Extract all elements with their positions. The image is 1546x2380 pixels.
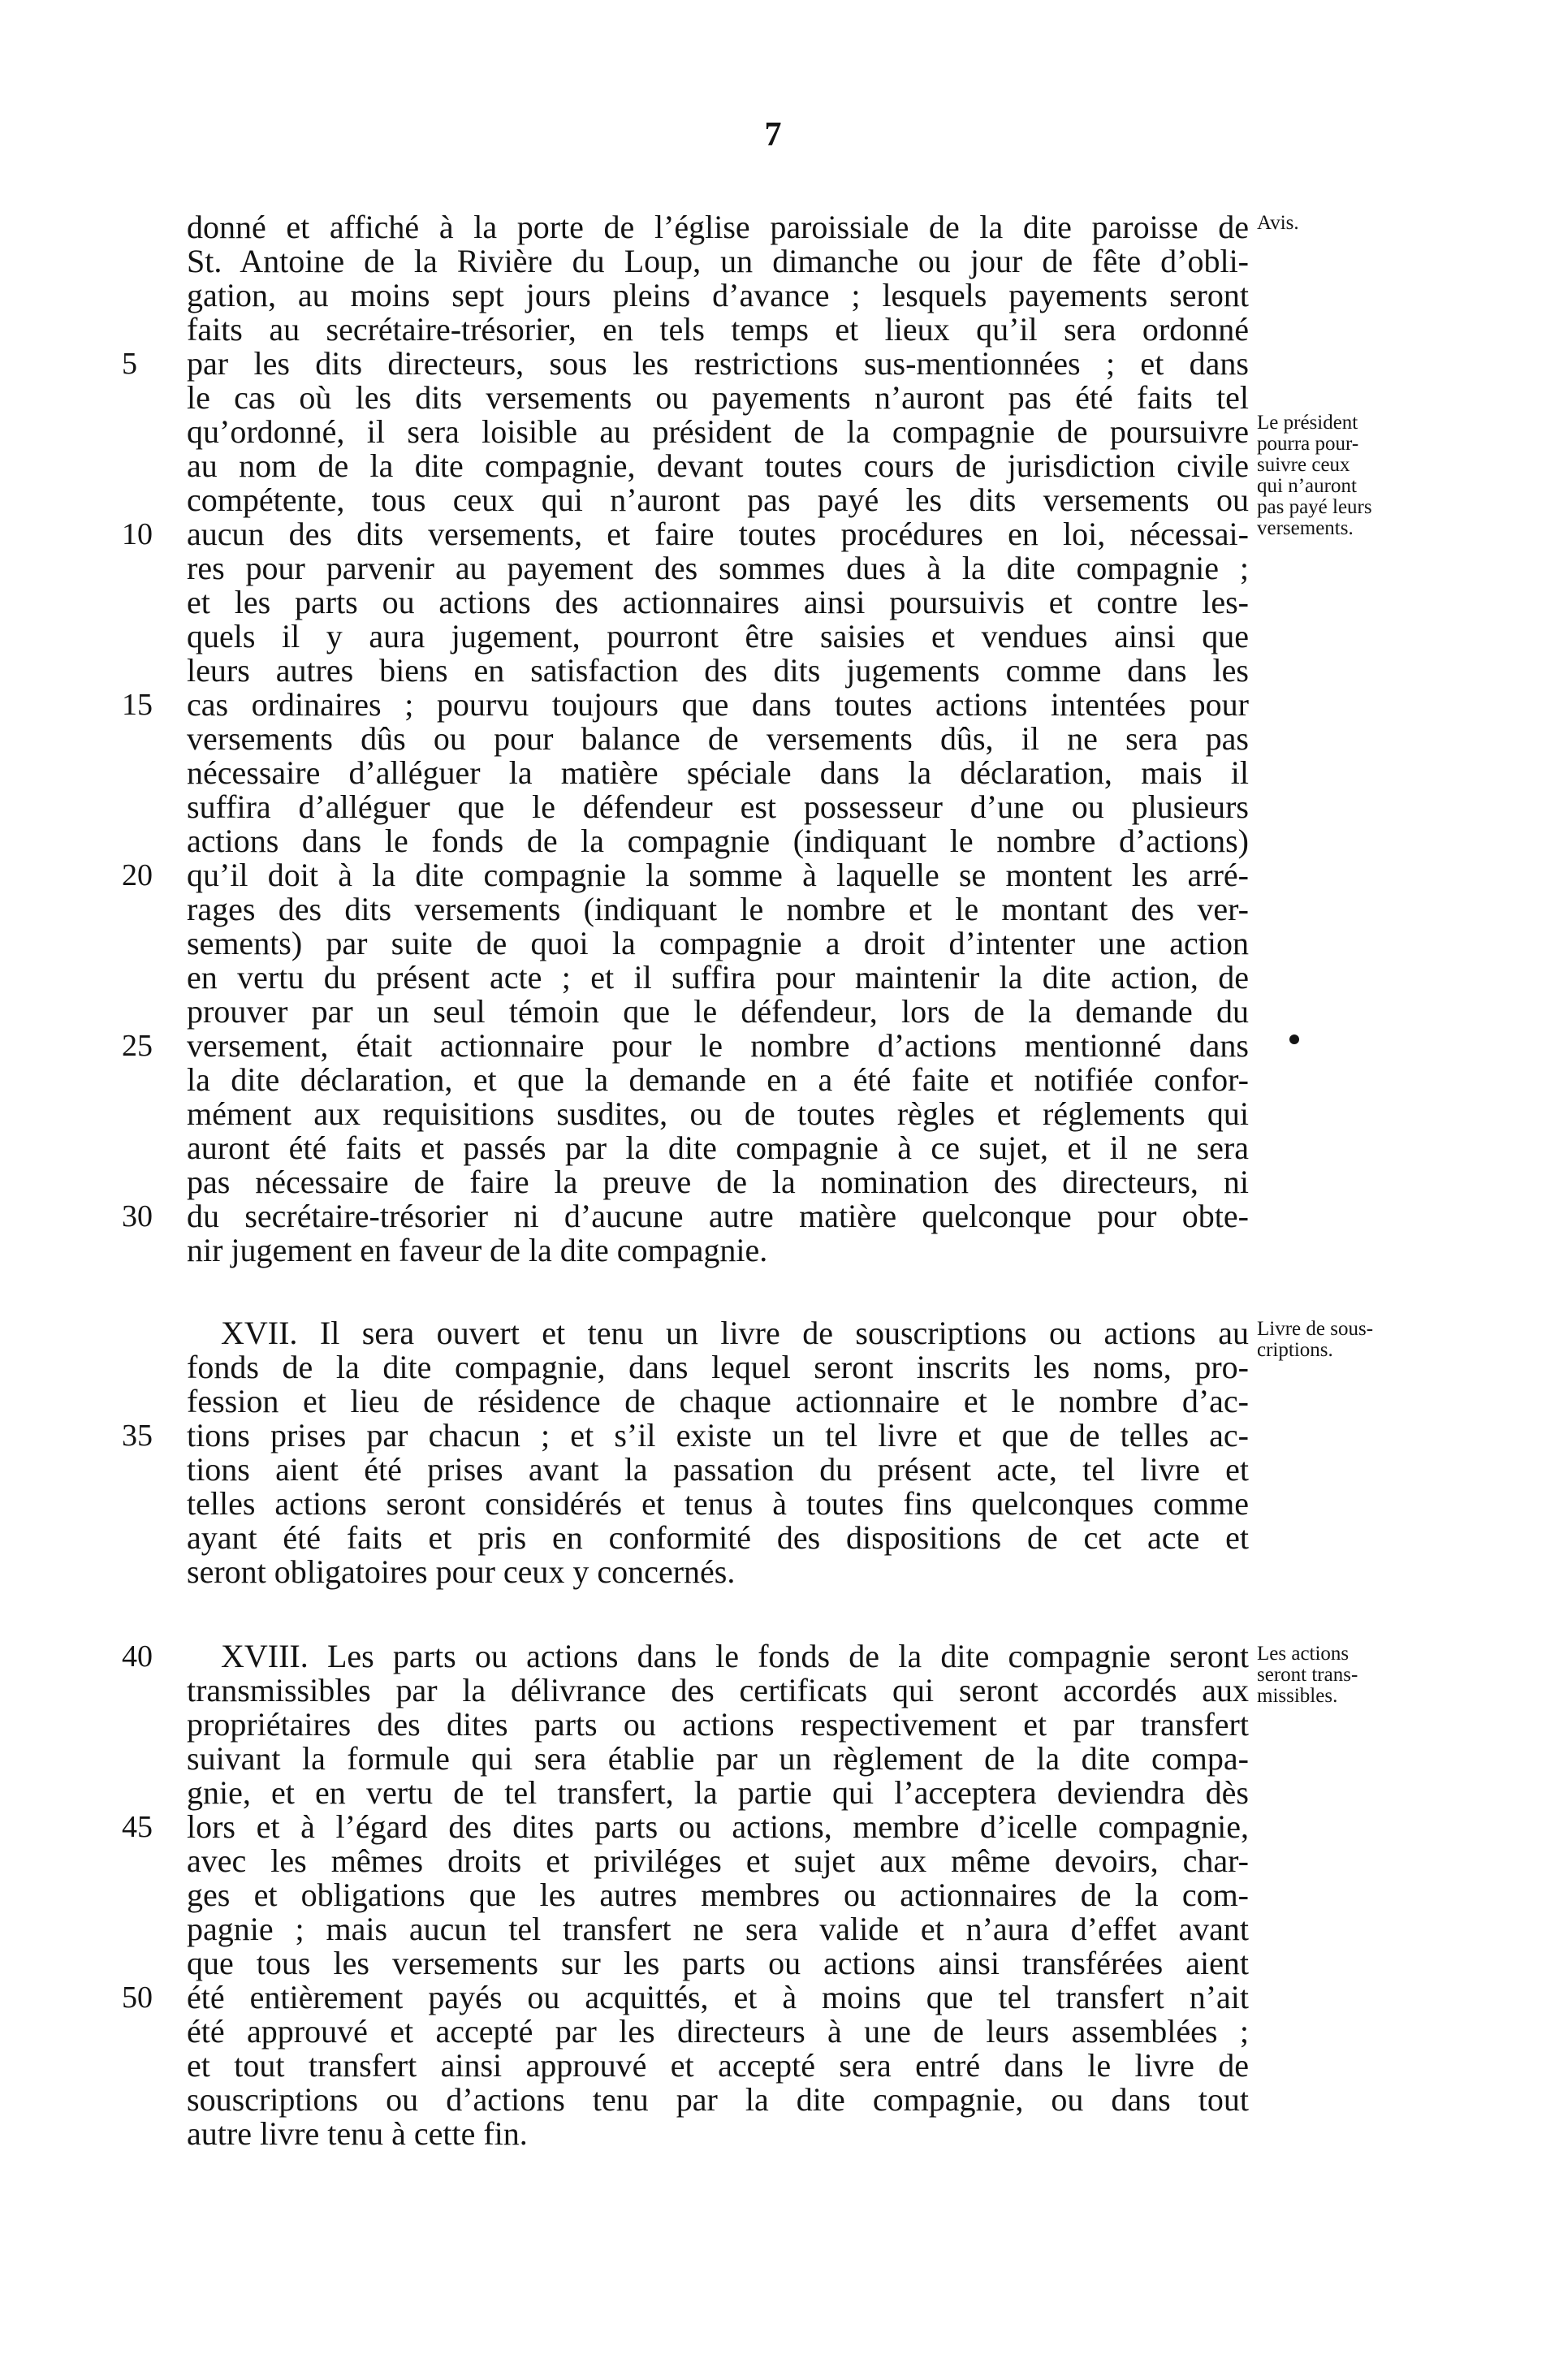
margin-note-line: Les actions: [1257, 1643, 1350, 1665]
text-line: ayant été faits et pris en conformité des dispositions de cet acte et: [187, 1519, 1249, 1556]
margin-note-line: pas payé leurs: [1257, 496, 1372, 518]
text-line: et les parts ou actions des actionnaires ainsi poursuivis et contre les-: [187, 584, 1249, 620]
text-line: rages des dits versements (indiquant le nombre et le montant des ver-: [187, 891, 1249, 927]
line-number: 15: [122, 688, 153, 722]
margin-note: [1257, 413, 1533, 539]
margin-note-line: seront trans-: [1257, 1664, 1358, 1686]
text-line: suffira d’alléguer que le défendeur est possesseur d’une ou plusieurs: [187, 788, 1249, 825]
text-line: suivant la formule qui sera établie par un règlement de la dite compa-: [187, 1740, 1249, 1777]
text-line: aucun des dits versements, et faire toutes procédures en loi, nécessai-: [187, 516, 1249, 552]
text-line: mément aux requisitions susdites, ou de toutes règles et réglements qui: [187, 1095, 1249, 1132]
line-number: 45: [122, 1810, 153, 1844]
text-line: en vertu du présent acte ; et il suffira pour maintenir la dite action, de: [187, 959, 1249, 996]
text-line: nécessaire d’alléguer la matière spéciale dans la déclaration, mais il: [187, 754, 1249, 791]
margin-note-line: qui n’auront: [1257, 475, 1357, 497]
text-line: pas nécessaire de faire la preuve de la nomination des directeurs, ni: [187, 1164, 1249, 1200]
margin-note: [1257, 1319, 1533, 1361]
page-number: 7: [764, 116, 782, 153]
text-line: tions prises par chacun ; et s’il existe un tel livre et que de telles ac-: [187, 1417, 1249, 1453]
text-line: propriétaires des dites parts ou actions respectivement et par transfert: [187, 1706, 1249, 1743]
line-number: 20: [122, 858, 153, 892]
text-line: St. Antoine de la Rivière du Loup, un dimanche ou jour de fête d’obli-: [187, 243, 1249, 279]
line-number: 40: [122, 1639, 153, 1674]
text-line: res pour parvenir au payement des sommes dues à la dite compagnie ;: [187, 550, 1249, 586]
text-line: seront obligatoires pour ceux y concernés.: [187, 1553, 736, 1590]
text-line: la dite déclaration, et que la demande en a été faite et notifiée confor-: [187, 1061, 1249, 1098]
line-number: 35: [122, 1419, 153, 1453]
text-line: au nom de la dite compagnie, devant toutes cours de jurisdiction civile: [187, 447, 1249, 484]
text-line: qu’ordonné, il sera loisible au président de la compagnie de poursuivre: [187, 413, 1249, 450]
margin-note-line: Avis.: [1257, 212, 1299, 234]
line-number: 30: [122, 1199, 153, 1233]
text-line: fession et lieu de résidence de chaque actionnaire et le nombre d’ac-: [187, 1383, 1249, 1419]
text-line: nir jugement en faveur de la dite compagnie.: [187, 1232, 768, 1268]
margin-note-line: suivre ceux: [1257, 454, 1350, 476]
text-line: cas ordinaires ; pourvu toujours que dans toutes actions intentées pour: [187, 686, 1249, 723]
text-line: auront été faits et passés par la dite compagnie à ce sujet, et il ne sera: [187, 1130, 1249, 1166]
margin-note-line: criptions.: [1257, 1339, 1333, 1361]
text-line: autre livre tenu à cette fin.: [187, 2115, 528, 2152]
text-line: du secrétaire-trésorier ni d’aucune autre matière quelconque pour obte-: [187, 1198, 1249, 1234]
text-line: transmissibles par la délivrance des certificats qui seront accordés aux: [187, 1672, 1249, 1708]
text-line: versements dûs ou pour balance de versements dûs, il ne sera pas: [187, 720, 1249, 757]
text-line: le cas où les dits versements ou payements n’auront pas été faits tel: [187, 379, 1249, 416]
text-line: souscriptions ou d’actions tenu par la dite compagnie, ou dans tout: [187, 2081, 1249, 2118]
text-line: prouver par un seul témoin que le défendeur, lors de la demande du: [187, 993, 1249, 1030]
text-line: et tout transfert ainsi approuvé et accepté sera entré dans le livre de: [187, 2047, 1249, 2084]
text-line: lors et à l’égard des dites parts ou actions, membre d’icelle compagnie,: [187, 1808, 1249, 1845]
line-number: 50: [122, 1980, 153, 2015]
text-line: fonds de la dite compagnie, dans lequel seront inscrits les noms, pro-: [187, 1349, 1249, 1385]
text-line: par les dits directeurs, sous les restrictions sus-mentionnées ; et dans: [187, 345, 1249, 382]
margin-note: [1257, 213, 1533, 234]
text-line: XVII. Il sera ouvert et tenu un livre de souscriptions ou actions au: [221, 1315, 1249, 1351]
text-line: donné et affiché à la porte de l’église paroissiale de la dite paroisse de: [187, 209, 1249, 245]
text-line: compétente, tous ceux qui n’auront pas payé les dits versements ou: [187, 482, 1249, 518]
text-line: pagnie ; mais aucun tel transfert ne sera valide et n’aura d’effet avant: [187, 1911, 1249, 1947]
text-line: gnie, et en vertu de tel transfert, la partie qui l’acceptera deviendra dès: [187, 1774, 1249, 1811]
text-line: sements) par suite de quoi la compagnie a droit d’intenter une action: [187, 925, 1249, 961]
line-number: 10: [122, 517, 153, 551]
margin-note-line: versements.: [1257, 517, 1354, 539]
text-line: telles actions seront considérés et tenus à toutes fins quelconques comme: [187, 1485, 1249, 1522]
line-number: 5: [122, 347, 137, 381]
margin-note-line: missibles.: [1257, 1685, 1338, 1707]
text-line: ges et obligations que les autres membres ou actionnaires de la com-: [187, 1877, 1249, 1913]
ink-mark: [1289, 1035, 1299, 1044]
line-number: 25: [122, 1029, 153, 1063]
margin-note: [1257, 1644, 1533, 1707]
text-line: que tous les versements sur les parts ou actions ainsi transférées aient: [187, 1945, 1249, 1981]
text-line: avec les mêmes droits et priviléges et sujet aux même devoirs, char-: [187, 1842, 1249, 1879]
text-line: été approuvé et accepté par les directeurs à une de leurs assemblées ;: [187, 2013, 1249, 2050]
margin-note-line: Le président: [1257, 412, 1358, 434]
text-line: tions aient été prises avant la passation du présent acte, tel livre et: [187, 1451, 1249, 1488]
margin-note-line: Livre de sous-: [1257, 1318, 1374, 1340]
text-line: gation, au moins sept jours pleins d’avance ; lesquels payements seront: [187, 277, 1249, 313]
text-line: leurs autres biens en satisfaction des dits jugements comme dans les: [187, 652, 1249, 689]
text-line: actions dans le fonds de la compagnie (indiquant le nombre d’actions): [187, 823, 1249, 859]
text-line: faits au secrétaire-trésorier, en tels temps et lieux qu’il sera ordonné: [187, 311, 1249, 348]
text-line: XVIII. Les parts ou actions dans le fonds de la dite compagnie seront: [221, 1638, 1249, 1674]
text-line: qu’il doit à la dite compagnie la somme à laquelle se montent les arré-: [187, 857, 1249, 893]
text-line: quels il y aura jugement, pourront être saisies et vendues ainsi que: [187, 618, 1249, 654]
text-line: versement, était actionnaire pour le nombre d’actions mentionné dans: [187, 1027, 1249, 1064]
text-line: été entièrement payés ou acquittés, et à moins que tel transfert n’ait: [187, 1979, 1249, 2015]
margin-note-line: pourra pour-: [1257, 433, 1359, 455]
